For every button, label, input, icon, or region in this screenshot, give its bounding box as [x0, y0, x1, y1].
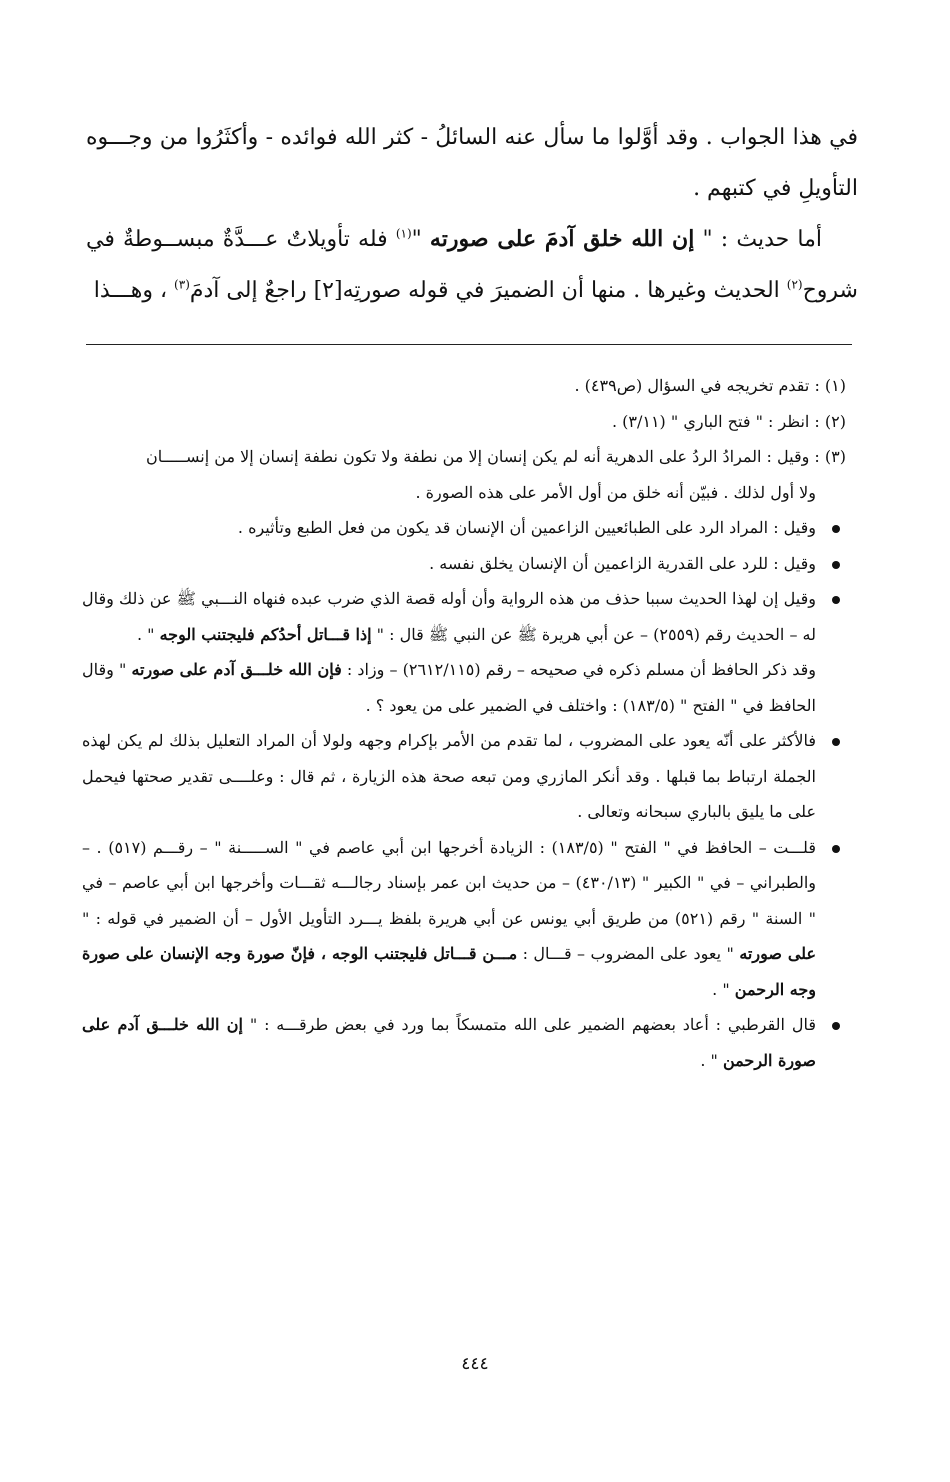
- hadith-quote: إن الله خلق آدمَ على صورته: [429, 226, 695, 252]
- footnote-3-continuation: ولا أول لذلك . فبيّن أنه خلق من أول الأمر على هذه الصورة .: [415, 482, 816, 502]
- footnote-separator: [86, 344, 852, 345]
- hadith-quote: إن الله خلـــق آدم على صورة الرحمن: [82, 1015, 816, 1070]
- footnote-ref-2: (٢): [786, 277, 803, 292]
- footnote-3: (٣) : وقيل : المرادُ الردُ على الدهرية أنه لم يكن إنسان إلا من نطفة ولا تكون نطفة إنسان إلا من إنســـــان: [145, 447, 846, 466]
- hadith-quote: مـــن قـــاتل فليجتنب الوجه ، فإنّ صورة وجه الإنسان على صورة وجه الرحمن: [82, 944, 816, 999]
- footnote-2: (٢) : انظر : " فتح الباري " (٣/١١) .: [611, 411, 846, 431]
- bullet-item-5: قلـــت – الحافظ في " الفتح " (١٨٣/٥) : الزيادة أخرجها ابن أبي عاصم في " الســـــنة " – رقـــم (٥١٧) . – والطبراني – في " الكبير " (٤٣٠/١٣) – من حديث ابن عمر بإسناد رجالـــه ثقـــات وأخرجها ابن أبي عاصم – في " السنة " رقم (٥٢١) من طريق أبي يونس عن أبي هريرة بلفظ يـــرد التأويل الأول – أن الضمير في قوله : " على صورته " يعود على المضروب – قـــال : مـــن قـــاتل فليجتنب الوجه ، فإنّ صورة وجه الإنسان على صورة وجه الرحمن " .: [82, 830, 854, 1008]
- bullet-item-3: وقيل إن لهذا الحديث سببا حذف من هذه الرواية وأن أوله قصة الذي ضرب عبده فنهاه النـــبي ﷺ عن ذلك وقال له – الحديث رقم (٢٥٥٩) – عن أبي هريرة ﷺ عن النبي ﷺ قال : " إذا قـــاتل أحدُكم فليجتنب الوجه " .: [82, 581, 854, 652]
- hadith-quote: إذا قـــاتل أحدُكم فليجتنب الوجه: [159, 624, 372, 644]
- note-paragraph: وقد ذكر الحافظ أن مسلم ذكره في صحيحه – رقم (٢٦١٢/١١٥) – وزاد : فإن الله خلـــق آدم على صورته " وقال الحافظ في " الفتح " (١٨٣/٥) : واختلف في الضمير على من يعود ؟ .: [82, 660, 817, 715]
- hadith-quote: فإن الله خلـــق آدم على صورته: [131, 660, 342, 679]
- footnotes: [82, 368, 854, 1078]
- main-text: [86, 112, 858, 316]
- page-number: ٤٤٤: [461, 1354, 489, 1374]
- hadith-quote: على صورته: [739, 944, 817, 963]
- main-paragraph-1: في هذا الجواب . وقد أوَّلوا ما سأل عنه السائلُ - كثر الله فوائده - وأكثَرُوا من وجـــوه التأويلِ في كتبهم .: [86, 125, 858, 201]
- bullet-item-1: وقيل : المراد الرد على الطبائعيين الزاعمين أن الإنسان قد يكون من فعل الطبع وتأثيره .: [82, 510, 854, 546]
- footnote-1: (١) : تقدم تخريجه في السؤال (ص٤٣٩) .: [574, 376, 846, 395]
- footnote-ref-3: (٣): [174, 277, 190, 292]
- bullet-item-6: قال القرطبي : أعاد بعضهم الضمير على الله متمسكاً بما ورد في بعض طرقـــه : " إن الله خلـــق آدم على صورة الرحمن " .: [82, 1007, 854, 1078]
- footnote-ref-1: (١): [395, 226, 412, 241]
- main-paragraph-2: أما حديث : " إن الله خلق آدمَ على صورته "$^{(١)}$ فله تأويلاتٌ عـــدَّةٌ مبســوطةٌ في شروح$^{(٢)}$ الحديث وغيرها . منها أن الضميرَ في قوله صورتِه[٢] راجعٌ إلى آدمَ$^{(٣)}$ ، وهـــذا: [86, 226, 858, 303]
- bullet-item-2: وقيل : للرد على القدرية الزاعمين أن الإنسان يخلق نفسه .: [82, 546, 854, 582]
- bullet-item-4: فالأكثر على أنّه يعود على المضروب ، لما تقدم من الأمر بإكرام وجهه ولولا أن المراد التعليل بذلك لم يكن لهذه الجملة ارتباط بما قبلها . وقد أنكر المازري ومن تبعه صحة هذه الزيارة ، ثم قال : وعلــــى تقدير صحتها فيحمل على ما يليق بالباري سبحانه وتعالى .: [82, 723, 854, 830]
